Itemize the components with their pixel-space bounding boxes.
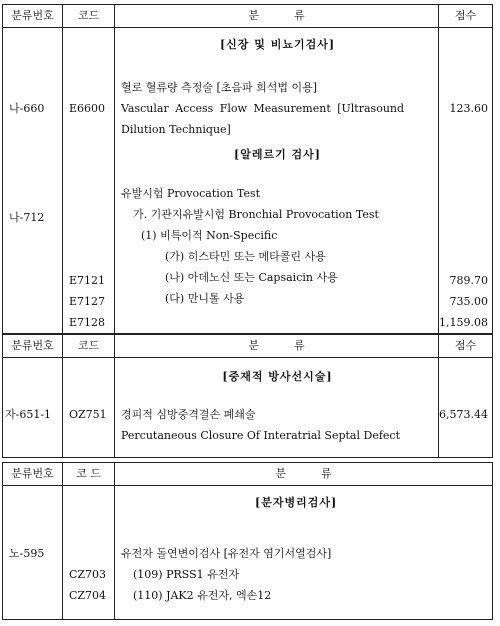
score: 6,573.44 xyxy=(439,408,488,421)
procedure-item: (109) PRSS1 유전자 xyxy=(133,568,240,581)
header-code: 코드 xyxy=(63,5,115,28)
code-cell xyxy=(63,486,115,620)
class-number: 나-660 xyxy=(9,102,45,115)
procedure-name: 유발시험 Provocation Test xyxy=(121,187,261,200)
score: 789.70 xyxy=(449,274,488,287)
procedure-name-en: Dilution Technique] xyxy=(121,123,231,136)
class-number: 자-651-1 xyxy=(5,408,52,421)
code: CZ703 xyxy=(69,568,107,581)
fee-table-3 xyxy=(2,462,493,620)
score-cell xyxy=(439,358,493,458)
code-cell xyxy=(63,28,115,334)
classification-cell xyxy=(115,358,439,458)
procedure-name: 유전자 돌연변이검사 [유전자 염기서열검사] xyxy=(121,547,332,560)
section-title: [신장 및 비뇨기검사] xyxy=(219,38,336,51)
header-class-number: 분류번호 xyxy=(3,463,63,486)
fee-table-2 xyxy=(2,334,493,458)
table-row xyxy=(3,486,493,620)
section-title: [분자병리검사] xyxy=(255,496,338,509)
code: CZ704 xyxy=(69,589,107,602)
class-number-cell xyxy=(3,486,63,620)
procedure-name-en: Percutaneous Closure Of Interatrial Septal Defect xyxy=(121,429,400,442)
header-classification: 분 류 xyxy=(115,463,493,486)
section-title: [중재적 방사선시술] xyxy=(222,370,333,383)
procedure-subgroup: 가. 기관지유발시험 Bronchial Provocation Test xyxy=(133,208,379,221)
classification-cell xyxy=(115,28,439,334)
table-header xyxy=(3,463,493,486)
procedure-item: (가) 히스타민 또는 메타콜린 사용 xyxy=(165,250,326,263)
procedure-name-ko: 경피적 심방중격결손 폐쇄술 xyxy=(121,408,256,421)
header-class-number: 분류번호 xyxy=(3,335,63,358)
fee-table-1 xyxy=(2,4,493,334)
procedure-name-ko: 혈로 혈류량 측정술 [초음파 희석법 이용] xyxy=(121,81,318,94)
score: 735.00 xyxy=(449,295,488,308)
procedure-item: (나) 아데노신 또는 Capsaicin 사용 xyxy=(165,271,338,284)
code: OZ751 xyxy=(69,408,107,421)
class-number: 나-712 xyxy=(9,211,45,224)
table-header xyxy=(3,335,493,358)
procedure-item: (110) JAK2 유전자, 엑손12 xyxy=(133,589,272,602)
header-classification: 분 류 xyxy=(115,335,439,358)
code: E7127 xyxy=(69,295,106,308)
table-header xyxy=(3,5,493,28)
code: E7121 xyxy=(69,274,106,287)
procedure-name-en: Vascular Access Flow Measurement [Ultrasound xyxy=(121,102,405,115)
procedure-subgroup: (1) 비특이적 Non-Specific xyxy=(141,229,278,242)
section-title: [알레르기 검사] xyxy=(234,148,321,161)
code: E7128 xyxy=(69,316,106,329)
header-classification: 분 류 xyxy=(115,5,439,28)
header-class-number: 분류번호 xyxy=(3,5,63,28)
score: 1,159.08 xyxy=(439,316,488,329)
header-code: 코 드 xyxy=(63,463,115,486)
classification-cell xyxy=(115,486,493,620)
header-score: 점수 xyxy=(439,5,493,28)
score: 123.60 xyxy=(449,102,488,115)
code-cell xyxy=(63,358,115,458)
procedure-item: (다) 만니톨 사용 xyxy=(165,292,245,305)
header-score: 점수 xyxy=(439,335,493,358)
class-number-cell xyxy=(3,28,63,334)
table-row xyxy=(3,28,493,334)
score-cell xyxy=(439,28,493,334)
code: E6600 xyxy=(69,102,106,115)
class-number: 노-595 xyxy=(9,547,45,560)
table-row xyxy=(3,358,493,458)
class-number-cell xyxy=(3,358,63,458)
header-code: 코드 xyxy=(63,335,115,358)
